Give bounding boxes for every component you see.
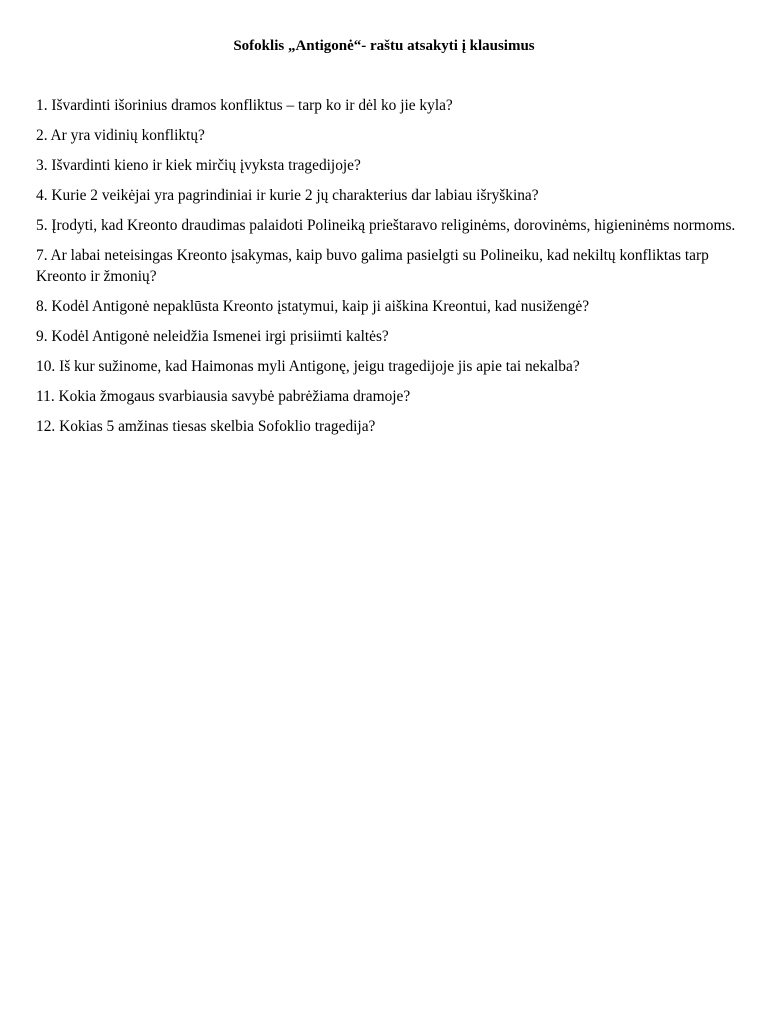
- question-item: 8. Kodėl Antigonė nepaklūsta Kreonto įstatymui, kaip ji aiškina Kreontui, kad nusižengė?: [36, 298, 590, 315]
- question-item: 1. Išvardinti išorinius dramos konfliktus – tarp ko ir dėl ko jie kyla?: [36, 97, 453, 114]
- question-item: 3. Išvardinti kieno ir kiek mirčių įvyksta tragedijoje?: [36, 157, 361, 174]
- question-item: 12. Kokias 5 amžinas tiesas skelbia Sofoklio tragedija?: [36, 418, 376, 435]
- question-item: 11. Kokia žmogaus svarbiausia savybė pabrėžiama dramoje?: [36, 388, 411, 405]
- question-item: 9. Kodėl Antigonė neleidžia Ismenei irgi prisiimti kaltės?: [36, 328, 389, 345]
- question-item: 7. Ar labai neteisingas Kreonto įsakymas, kaip buvo galima pasielgti su Polineiku, kad nekiltų konfliktas tarp Kreonto ir žmonių?: [36, 247, 709, 285]
- question-item: 5. Įrodyti, kad Kreonto draudimas palaidoti Polineiką prieštaravo religinėms, dorovinėms, higieninėms normoms.: [36, 217, 736, 234]
- question-item: 2. Ar yra vidinių konfliktų?: [36, 127, 205, 144]
- question-item: 10. Iš kur sužinome, kad Haimonas myli Antigonę, jeigu tragedijoje jis apie tai nekalba?: [36, 358, 580, 375]
- question-list: [36, 95, 736, 446]
- document-title: Sofoklis „Antigonė“- raštu atsakyti į klausimus: [233, 38, 535, 54]
- question-item: 4. Kurie 2 veikėjai yra pagrindiniai ir kurie 2 jų charakterius dar labiau išryškina?: [36, 187, 539, 204]
